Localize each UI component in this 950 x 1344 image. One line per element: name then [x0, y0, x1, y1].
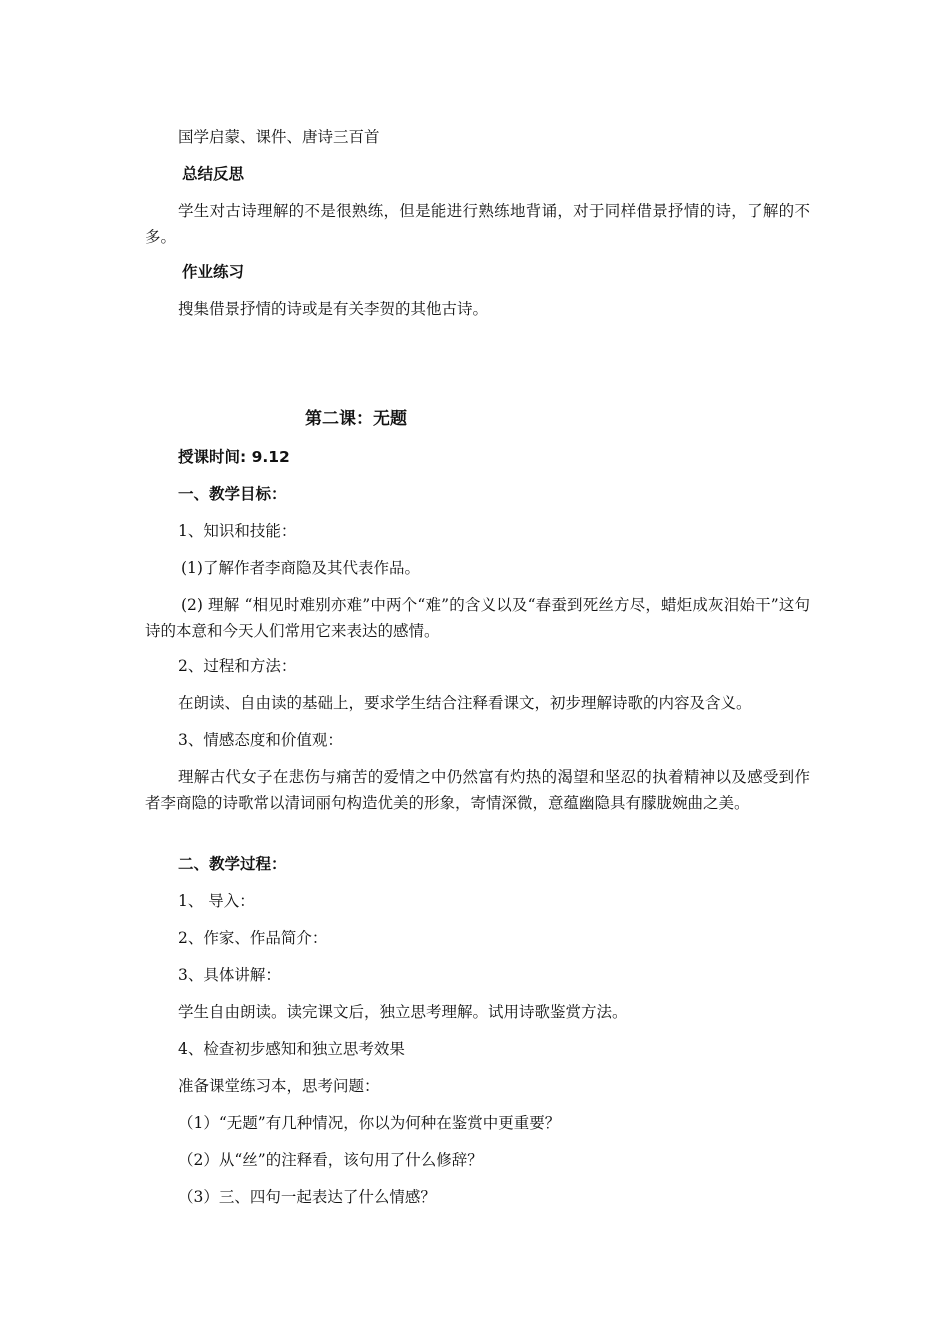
homework-heading: 作业练习 [182, 263, 245, 281]
goal2-heading: 2、过程和方法： [178, 657, 297, 675]
question-3: （3）三、四句一起表达了什么情感？ [178, 1188, 436, 1206]
step3-text: 学生自由朗读。读完课文后，独立思考理解。试用诗歌鉴赏方法。 [178, 1003, 628, 1021]
step4-text: 准备课堂练习本，思考问题： [178, 1077, 380, 1095]
goals-heading: 一、教学目标： [178, 485, 287, 503]
step1: 1、 导入： [178, 892, 255, 910]
lesson-time: 授课时间: 9.12 [178, 448, 290, 466]
step2: 2、作家、作品简介： [178, 929, 328, 947]
process-heading: 二、教学过程： [178, 855, 287, 873]
goal2-text: 在朗读、自由读的基础上，要求学生结合注释看课文，初步理解诗歌的内容及含义。 [178, 694, 752, 712]
question-2: （2）从“丝”的注释看，该句用了什么修辞？ [178, 1151, 483, 1169]
homework-text: 搜集借景抒情的诗或是有关李贺的其他古诗。 [178, 300, 489, 318]
lesson-title: 第二课：无题 [305, 409, 407, 429]
goal3-text: 理解古代女子在悲伤与痛苦的爱情之中仍然富有灼热的渴望和坚忍的执着精神以及感受到作者李商隐的诗歌常以清词丽句构造优美的形象，寄情深微，意蕴幽隐具有朦胧婉曲之美。 [145, 768, 810, 812]
question-1: （1）“无题”有几种情况，你以为何种在鉴赏中更重要？ [178, 1114, 561, 1132]
goal1-item2: (2) 理解 “相见时难别亦难”中两个“难”的含义以及“春蚕到死丝方尽，蜡炬成灰泪始干”这句诗的本意和今天人们常用它来表达的感情。 [145, 596, 810, 640]
goal3-heading: 3、情感态度和价值观： [178, 731, 343, 749]
step3: 3、具体讲解： [178, 966, 281, 984]
goal1-item1: (1)了解作者李商隐及其代表作品。 [181, 559, 420, 577]
step4: 4、检查初步感知和独立思考效果 [178, 1040, 405, 1058]
reflection-heading: 总结反思 [182, 165, 245, 183]
goal1-heading: 1、知识和技能： [178, 522, 297, 540]
reflection-text: 学生对古诗理解的不是很熟练，但是能进行熟练地背诵，对于同样借景抒情的诗，了解的不多。 [145, 202, 810, 246]
materials-text: 国学启蒙、课件、唐诗三百首 [178, 128, 380, 146]
